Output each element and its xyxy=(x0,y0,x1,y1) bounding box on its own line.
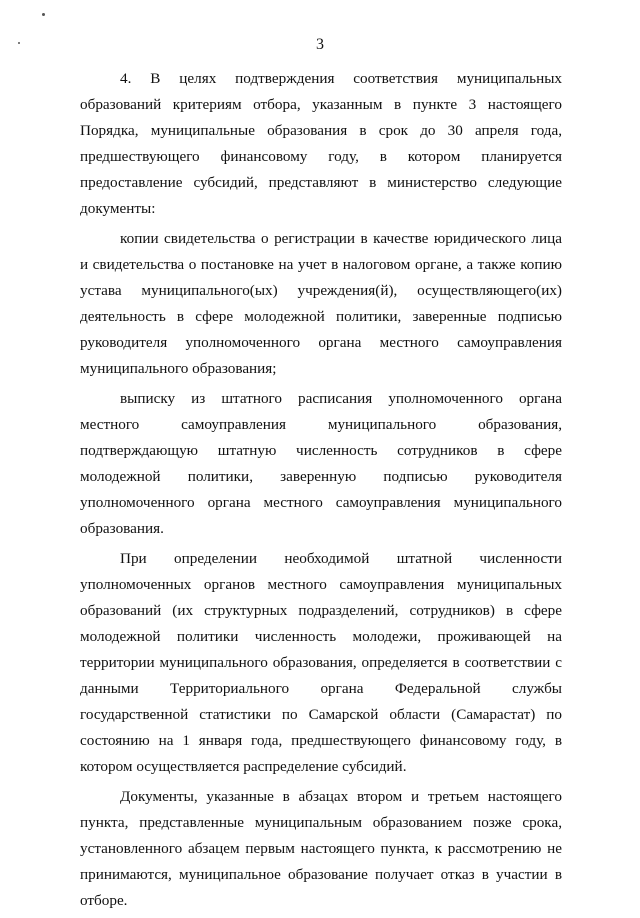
paragraph-late-documents: Документы, указанные в абзацах втором и третьем настоящего пункта, представленные муниципальным образованием позже срока, установленного абзацем первым настоящего пункта, к рассмотрению не принимаются, муниципальное образование получает отказ в участии в отборе. xyxy=(80,788,562,909)
document-body xyxy=(80,66,562,918)
paragraph-staffing-calculation: При определении необходимой штатной численности уполномоченных органов местного самоуправления муниципальных образований (их структурных подразделений, сотрудников) в сфере молодежной политики численность молодежи, проживающей на территории муниципального образования, определяется в соответствии с данными Территориального органа Федеральной службы государственной статистики по Самарской области (Самарастат) по состоянию на 1 января года, предшествующего финансовому году, в котором осуществляется распределение субсидий. xyxy=(80,550,562,775)
paragraph-registration-copies: копии свидетельства о регистрации в качестве юридического лица и свидетельства о постановке на учет в налоговом органе, а также копию устава муниципального(ых) учреждения(й), осуществляющего(их) деятельность в сфере молодежной политики, заверенные подписью руководителя уполномоченного органа местного самоуправления муниципального образования; xyxy=(80,230,562,377)
scan-speck xyxy=(42,13,45,16)
paragraph-criteria-docs: 4. В целях подтверждения соответствия муниципальных образований критериям отбора, указанным в пункте 3 настоящего Порядка, муниципальные образования в срок до 30 апреля года, предшествующего финансовому году, в котором планируется предоставление субсидий, представляют в министерство следующие документы: xyxy=(80,70,562,217)
page-number: 3 xyxy=(316,36,324,53)
paragraph-staffing-extract: выписку из штатного расписания уполномоченного органа местного самоуправления муниципального образования, подтверждающую штатную численность сотрудников в сфере молодежной политики, заверенную подписью руководителя уполномоченного органа местного самоуправления муниципального образования. xyxy=(80,390,562,537)
